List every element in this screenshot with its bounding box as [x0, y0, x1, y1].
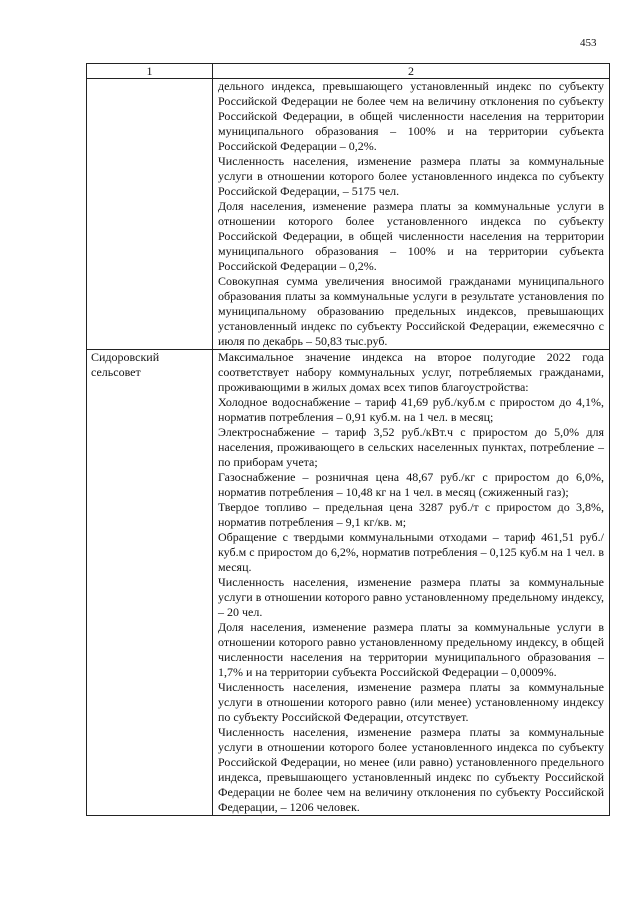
- table-header-row: [87, 64, 610, 79]
- page-number: 453: [580, 37, 597, 49]
- table-row: [87, 79, 610, 350]
- region-cell: Сидоровский сельсовет: [87, 350, 213, 816]
- paragraph: Максимальное значение индекса на второе полугодие 2022 года соответствует набору коммунальных услуг, потребляемых гражданами, проживающими в жилых домах всех типов благоустройства:: [218, 350, 604, 394]
- paragraph: Газоснабжение – розничная цена 48,67 руб./кг с приростом до 6,0%, норматив потребления – 10,48 кг на 1 чел. в месяц (сжиженный газ);: [218, 470, 604, 499]
- paragraph: дельного индекса, превышающего установленный индекс по субъекту Российской Федерации не более чем на величину отклонения по субъекту Российской Федерации, в общей численности населения на территории муниципального образования – 100% и на территории субъекта Российской Федерации – 0,2%.: [218, 79, 604, 153]
- column-header-1: 1: [87, 64, 213, 79]
- paragraph: Численность населения, изменение размера платы за коммунальные услуги в отношении которого более установленного индекса по субъекту Российской Федерации, но менее (или равно) установленного предельного индекса, превышающего установленный индекс по субъекту Российской Федерации не более чем на величину отклонения по субъекту Российской Федерации, – 1206 человек.: [218, 725, 604, 814]
- description-cell: [213, 350, 610, 816]
- column-header-2: 2: [213, 64, 610, 79]
- description-cell: [213, 79, 610, 350]
- paragraph: Доля населения, изменение размера платы за коммунальные услуги в отношении которого равно установленному предельному индексу, в общей численности населения на территории муниципального образования – 1,7% и на территории субъекта Российской Федерации – 0,0009%.: [218, 620, 604, 679]
- region-cell: [87, 79, 213, 350]
- paragraph: Обращение с твердыми коммунальными отходами – тариф 461,51 руб./куб.м с приростом до 6,2%, норматив потребления – 0,125 куб.м на 1 чел. в месяц.: [218, 530, 604, 574]
- paragraph: Численность населения, изменение размера платы за коммунальные услуги в отношении которого более установленного индекса по субъекту Российской Федерации, – 5175 чел.: [218, 154, 604, 198]
- paragraph: Доля населения, изменение размера платы за коммунальные услуги в отношении которого более установленного индекса по субъекту Российской Федерации, в общей численности населения на территории муниципального образования – 100% и на территории субъекта Российской Федерации – 0,2%.: [218, 199, 604, 273]
- paragraph: Холодное водоснабжение – тариф 41,69 руб./куб.м с приростом до 4,1%, норматив потребления – 0,91 куб.м. на 1 чел. в месяц;: [218, 395, 604, 424]
- paragraph: Электроснабжение – тариф 3,52 руб./кВт.ч с приростом до 5,0% для населения, проживающего в сельских населенных пунктах, потребление – по приборам учета;: [218, 425, 604, 469]
- paragraph: Твердое топливо – предельная цена 3287 руб./т с приростом до 3,8%, норматив потребления – 9,1 кг/кв. м;: [218, 500, 604, 529]
- paragraph: Численность населения, изменение размера платы за коммунальные услуги в отношении которого равно установленному предельному индексу, – 20 чел.: [218, 575, 604, 619]
- paragraph: Совокупная сумма увеличения вносимой гражданами муниципального образования платы за коммунальные услуги в результате установления по муниципальному образованию предельных индексов, превышающих установленный индекс по субъекту Российской Федерации, ежемесячно с июля по декабрь – 50,83 тыс.руб.: [218, 274, 604, 348]
- document-table: [86, 63, 610, 816]
- table-row: [87, 350, 610, 816]
- paragraph: Численность населения, изменение размера платы за коммунальные услуги в отношении которого равно (или менее) установленному индексу по субъекту Российской Федерации, отсутствует.: [218, 680, 604, 724]
